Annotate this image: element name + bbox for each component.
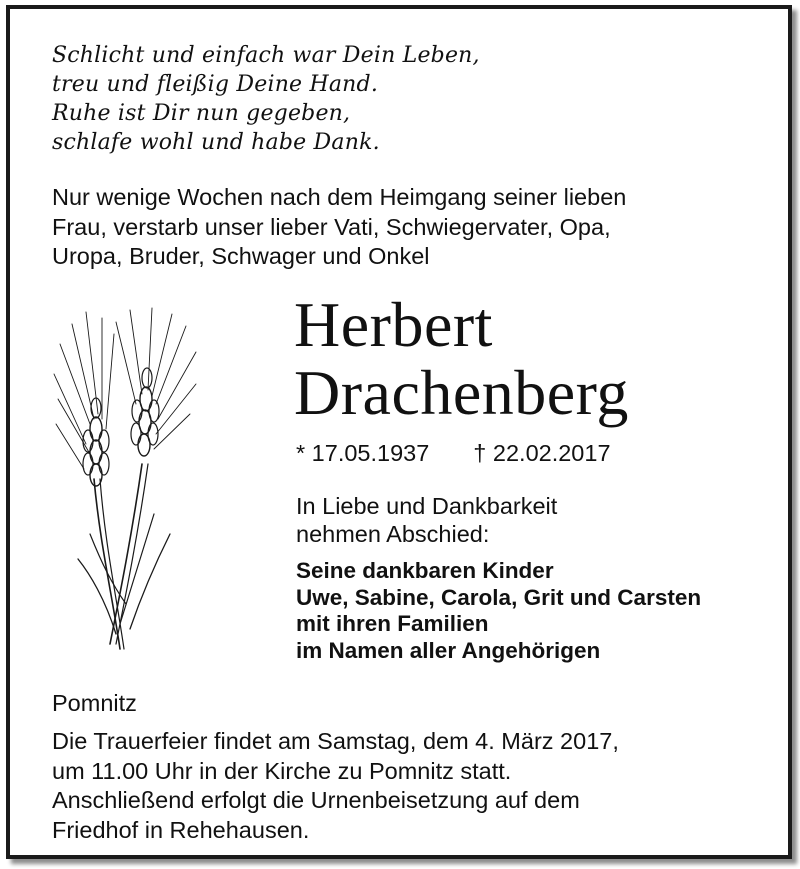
intro-line: Uropa, Bruder, Schwager und Onkel: [52, 243, 430, 269]
intro-line: Nur wenige Wochen nach dem Heimgang seiner lieben: [52, 184, 627, 210]
farewell-line: nehmen Abschied:: [296, 521, 490, 547]
mourning-family: [296, 558, 701, 664]
farewell-text: [296, 492, 557, 548]
family-line: Uwe, Sabine, Carola, Grit und Carsten: [296, 584, 702, 610]
intro-text: [52, 183, 626, 272]
family-line: Seine dankbaren Kinder: [296, 558, 554, 583]
family-line: im Namen aller Angehörigen: [296, 637, 601, 663]
deceased-name: [294, 291, 629, 427]
first-name: Herbert: [294, 289, 493, 360]
funeral-line: Friedhof in Rehehausen.: [52, 816, 310, 843]
poem-line: schlafe wohl und habe Dank.: [52, 130, 380, 155]
memorial-poem: [52, 41, 480, 157]
life-dates: [296, 438, 611, 468]
funeral-line: Anschließend erfolgt die Urnenbeisetzung auf dem: [52, 787, 580, 813]
place-name: Pomnitz: [52, 690, 137, 716]
poem-line: Ruhe ist Dir nun gegeben,: [52, 101, 351, 126]
wheat-ears-icon: [50, 304, 200, 659]
birth-date: * 17.05.1937: [296, 440, 430, 466]
funeral-line: Die Trauerfeier findet am Samstag, dem 4. März 2017,: [52, 728, 619, 754]
intro-line: Frau, verstarb unser lieber Vati, Schwiegervater, Opa,: [52, 213, 611, 240]
funeral-details: [52, 727, 619, 845]
obituary-frame: [6, 5, 792, 859]
last-name: Drachenberg: [294, 357, 629, 428]
funeral-line: um 11.00 Uhr in der Kirche zu Pomnitz statt.: [52, 757, 512, 784]
poem-line: Schlicht und einfach war Dein Leben,: [52, 43, 480, 68]
poem-line: treu und fleißig Deine Hand.: [52, 72, 379, 97]
death-date: † 22.02.2017: [473, 440, 611, 466]
family-line: mit ihren Familien: [296, 611, 489, 636]
farewell-line: In Liebe und Dankbarkeit: [296, 493, 558, 519]
